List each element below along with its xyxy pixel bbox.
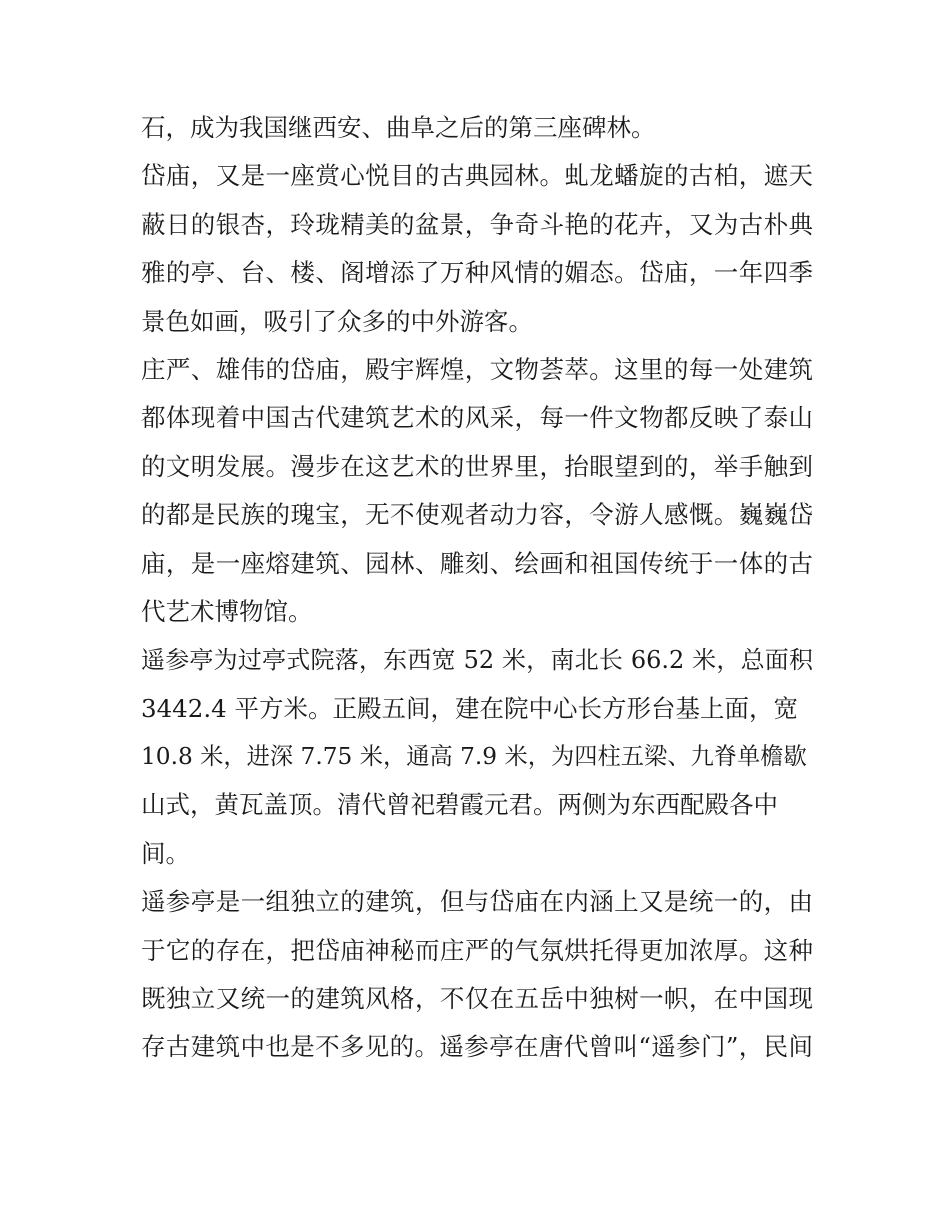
text-line: 遥参亭是一组独立的建筑，但与岱庙在内涵上又是统一的，由 <box>141 887 813 917</box>
text-line: 蔽日的银杏，玲珑精美的盆景，争奇斗艳的花卉，又为古朴典 <box>141 209 813 239</box>
text-line: 的文明发展。漫步在这艺术的世界里，抬眼望到的，举手触到 <box>141 451 813 481</box>
text-line: 的都是民族的瑰宝，无不使观者动力容，令游人感慨。巍巍岱 <box>141 500 813 530</box>
text-line: 庙，是一座熔建筑、园林、雕刻、绘画和祖国传统于一体的古 <box>141 548 813 578</box>
text-line: 雅的亭、台、楼、阁增添了万种风情的媚态。岱庙，一年四季 <box>141 258 813 288</box>
text-line: 景色如画，吸引了众多的中外游客。 <box>141 306 533 336</box>
text-line: 既独立又统一的建筑风格，不仅在五岳中独树一帜，在中国现 <box>141 984 813 1014</box>
body-text <box>141 104 813 1072</box>
text-line: 代艺术博物馆。 <box>141 596 313 626</box>
text-line: 3442.4 平方米。正殿五间，建在院中心长方形台基上面，宽 <box>141 693 799 723</box>
text-line: 遥参亭为过亭式院落，东西宽 52 米，南北长 66.2 米，总面积 <box>141 646 813 675</box>
text-line: 庄严、雄伟的岱庙，殿宇辉煌，文物荟萃。这里的每一处建筑 <box>141 354 813 384</box>
text-line: 存古建筑中也是不多见的。遥参亭在唐代曾叫“遥参门”，民间 <box>141 1032 813 1062</box>
text-line: 于它的存在，把岱庙神秘而庄严的气氛烘托得更加浓厚。这种 <box>141 935 813 965</box>
text-line: 石，成为我国继西安、曲阜之后的第三座碑林。 <box>141 113 656 142</box>
text-line: 10.8 米，进深 7.75 米，通高 7.9 米，为四柱五梁、九脊单檐歇 <box>141 743 807 771</box>
text-line: 间。 <box>141 838 190 868</box>
text-line: 山式，黄瓦盖顶。清代曾祀碧霞元君。两侧为东西配殿各中 <box>141 790 778 820</box>
text-line: 都体现着中国古代建筑艺术的风采，每一件文物都反映了泰山 <box>141 403 813 433</box>
text-line: 岱庙，又是一座赏心悦目的古典园林。虬龙蟠旋的古柏，遮天 <box>141 161 813 191</box>
